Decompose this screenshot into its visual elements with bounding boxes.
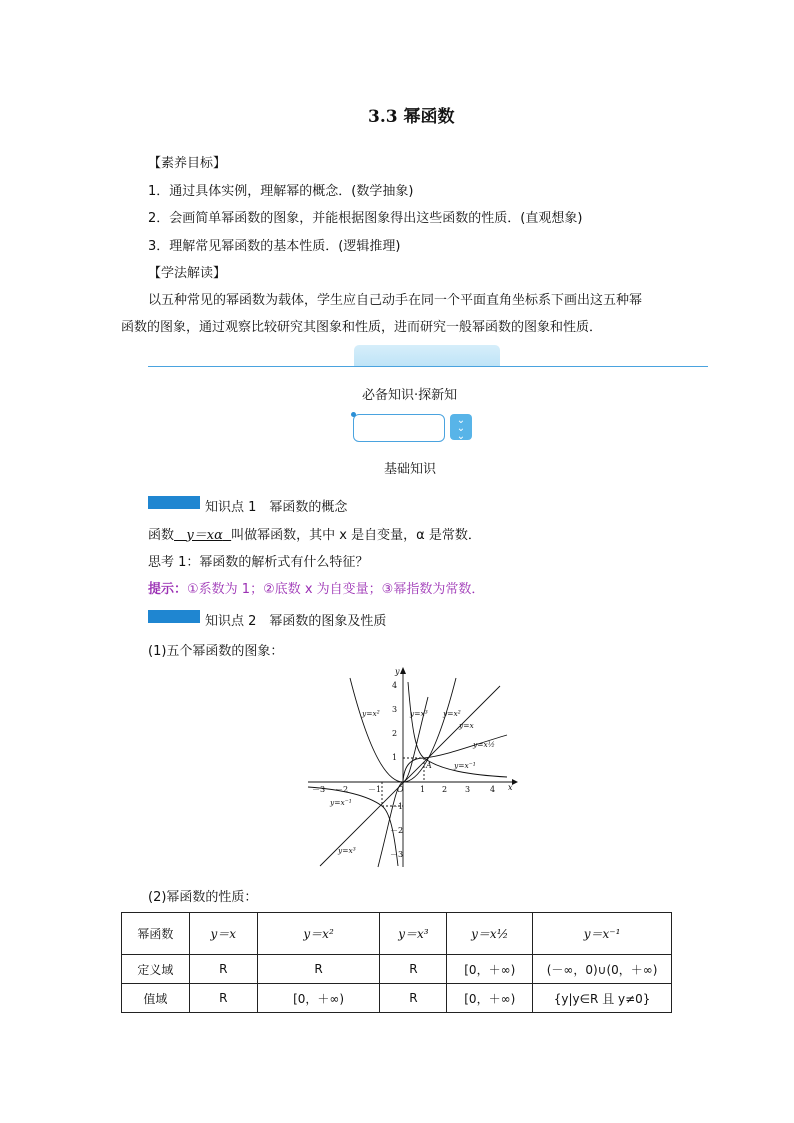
label-y-inv-right: y=x⁻¹ — [454, 761, 476, 770]
goals-heading: 【素养目标】 — [148, 156, 227, 171]
def-suffix: 叫做幂函数，其中 x 是自变量，α 是常数． — [231, 528, 481, 543]
y-tick: 1 — [392, 753, 398, 762]
expand-chevron-icon[interactable]: ⌄ ⌄ ⌄ — [450, 414, 472, 440]
x-axis-arrow-icon — [512, 779, 518, 785]
x-tick: －3 — [312, 785, 326, 794]
table-cell: [0，＋∞) — [447, 955, 533, 984]
table-cell: R — [380, 955, 447, 984]
y-tick: －3 — [390, 850, 404, 859]
goal-item: 2．会画简单幂函数的图象，并能根据图象得出这些函数的性质．(直观想象) — [148, 211, 583, 226]
label-y-x: y=x — [459, 721, 474, 730]
def-formula: y＝xα — [186, 528, 223, 543]
table-cell: R — [380, 984, 447, 1013]
label-y-inv-left: y=x⁻¹ — [330, 798, 352, 807]
table-header-cell: y＝x½ — [447, 913, 533, 955]
goal-item: 1．通过具体实例，理解幂的概念．(数学抽象) — [148, 184, 414, 199]
point-a-label: A — [426, 761, 432, 770]
hint-label: 提示： — [148, 582, 188, 597]
section-banner-title: 必备知识·探新知 — [362, 388, 458, 403]
label-y-x3-bottom: y=x³ — [338, 846, 356, 855]
origin-label: O — [397, 785, 404, 794]
sub-banner-box — [353, 414, 445, 442]
x-tick: 1 — [420, 785, 426, 794]
table-row — [122, 955, 672, 984]
reading-line: 函数的图象，通过观察比较研究其图象和性质，进而研究一般幂函数的图象和性质． — [121, 320, 603, 335]
kp2-sub1: (1)五个幂函数的图象： — [148, 644, 284, 659]
table-cell: [0，＋∞) — [257, 984, 380, 1013]
y-tick: 3 — [392, 705, 398, 714]
reading-heading: 【学法解读】 — [148, 266, 227, 281]
section-banner-tab — [354, 345, 500, 366]
y-tick: －1 — [390, 802, 404, 811]
table-cell: [0，＋∞) — [447, 984, 533, 1013]
x-tick: －1 — [368, 785, 382, 794]
table-header-cell: y＝x — [189, 913, 257, 955]
properties-table — [121, 912, 672, 1013]
table-cell: 定义域 — [122, 955, 190, 984]
x-axis-label: x — [508, 783, 513, 792]
sub-banner-title: 基础知识 — [384, 462, 437, 477]
kp1-definition — [148, 524, 481, 543]
x-tick: 4 — [490, 785, 496, 794]
label-y-x2-right: y=x² — [443, 709, 461, 718]
table-header-cell: 幂函数 — [122, 913, 190, 955]
kp1-think: 思考 1：幂函数的解析式有什么特征？ — [148, 555, 369, 570]
table-header-cell: y＝x⁻¹ — [533, 913, 672, 955]
bullet-dot-icon — [351, 412, 356, 417]
table-cell: R — [257, 955, 380, 984]
kp1-hint — [148, 578, 484, 597]
y-tick: 2 — [392, 729, 398, 738]
table-cell: R — [189, 955, 257, 984]
kp1-label: 知识点 1 幂函数的概念 — [205, 500, 348, 515]
x-tick: 2 — [442, 785, 448, 794]
kp2-sub2: (2)幂函数的性质： — [148, 890, 258, 905]
goal-item: 3．理解常见幂函数的基本性质．(逻辑推理) — [148, 239, 401, 254]
page-title: 3.3 幂函数 — [368, 107, 455, 127]
kp-marker — [148, 610, 200, 623]
y-axis-label: y — [395, 667, 400, 676]
table-cell: (－∞，0)∪(0，＋∞) — [533, 955, 672, 984]
section-divider — [148, 366, 708, 367]
table-cell: {y|y∈R 且 y≠0} — [533, 984, 672, 1013]
kp-marker — [148, 496, 200, 509]
y-axis-arrow-icon — [400, 667, 406, 674]
hint-text: ①系数为 1；②底数 x 为自变量；③幂指数为常数． — [187, 582, 485, 597]
label-y-x2-left: y=x² — [362, 709, 380, 718]
table-header-cell: y＝x² — [257, 913, 380, 955]
table-cell: R — [189, 984, 257, 1013]
reading-line: 以五种常见的幂函数为载体，学生应自己动手在同一个平面直角坐标系下画出这五种幂 — [148, 293, 643, 308]
label-y-x3-top: y=x³ — [410, 709, 428, 718]
x-tick: －2 — [335, 785, 349, 794]
x-tick: 3 — [465, 785, 471, 794]
table-header-cell: y＝x³ — [380, 913, 447, 955]
y-tick: 4 — [392, 681, 398, 690]
table-header-row — [122, 913, 672, 955]
power-function-graph — [300, 662, 520, 872]
def-prefix: 函数 — [148, 528, 175, 543]
label-y-sqrt: y=x½ — [473, 740, 496, 749]
table-row — [122, 984, 672, 1013]
kp2-label: 知识点 2 幂函数的图象及性质 — [205, 614, 387, 629]
table-cell: 值域 — [122, 984, 190, 1013]
y-tick: －2 — [390, 826, 404, 835]
